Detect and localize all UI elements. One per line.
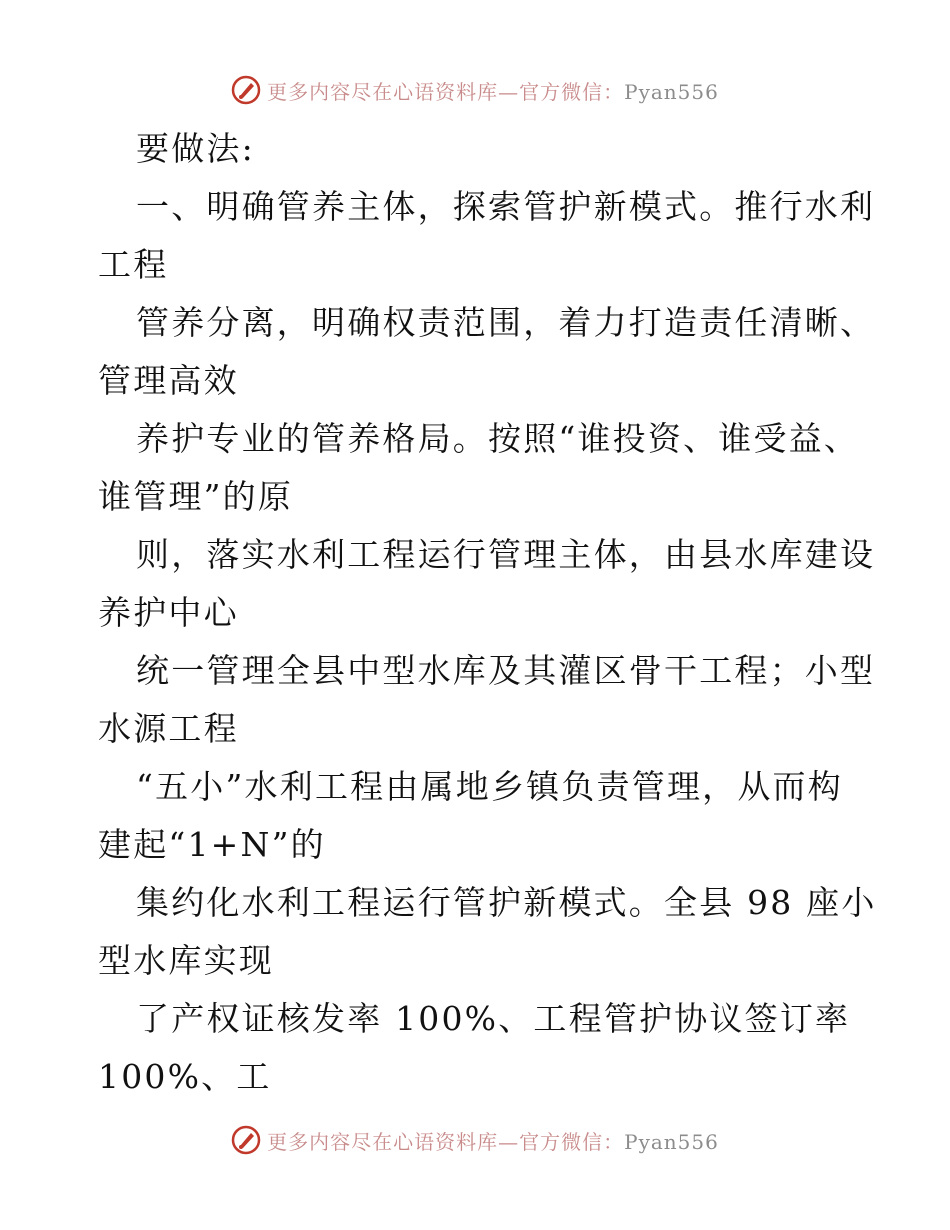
text-line: 了产权证核发率 100%、工程管护协议签订率 xyxy=(136,999,851,1038)
text-line: “五小”水利工程由属地乡镇负责管理，从而构 xyxy=(136,767,843,806)
text-line: 集约化水利工程运行管护新模式。全县 98 座小 xyxy=(136,883,877,922)
text-line: 100%、工 xyxy=(98,1057,272,1096)
text-line: 管养分离，明确权责范围，着力打造责任清晰、 xyxy=(136,303,876,342)
text-line: 则，落实水利工程运行管理主体，由县水库建设 xyxy=(136,535,876,574)
text-line: 养护专业的管养格局。按照“谁投资、谁受益、 xyxy=(136,419,860,458)
footer-watermark xyxy=(0,1120,950,1160)
quill-logo-icon xyxy=(231,1125,261,1155)
document-body xyxy=(98,120,877,1106)
watermark-text: 更多内容尽在心语资料库—官方微信：Pyan556 xyxy=(267,1129,719,1154)
header-watermark xyxy=(0,70,950,110)
text-line: 养护中心 xyxy=(98,593,239,632)
text-line: 建起“1+N”的 xyxy=(98,825,326,864)
text-line: 一、明确管养主体，探索管护新模式。推行水利 xyxy=(136,187,876,226)
text-line: 谁管理”的原 xyxy=(98,477,294,516)
text-line: 型水库实现 xyxy=(98,941,274,980)
text-line: 水源工程 xyxy=(98,709,239,748)
watermark-handle: Pyan556 xyxy=(624,1129,719,1154)
quill-logo-icon xyxy=(231,75,261,105)
text-line: 工程 xyxy=(98,245,169,284)
watermark-text: 更多内容尽在心语资料库—官方微信：Pyan556 xyxy=(267,79,719,104)
text-line: 统一管理全县中型水库及其灌区骨干工程；小型 xyxy=(136,651,876,690)
watermark-handle: Pyan556 xyxy=(624,79,719,104)
text-line: 管理高效 xyxy=(98,361,239,400)
text-line: 要做法: xyxy=(136,129,255,168)
